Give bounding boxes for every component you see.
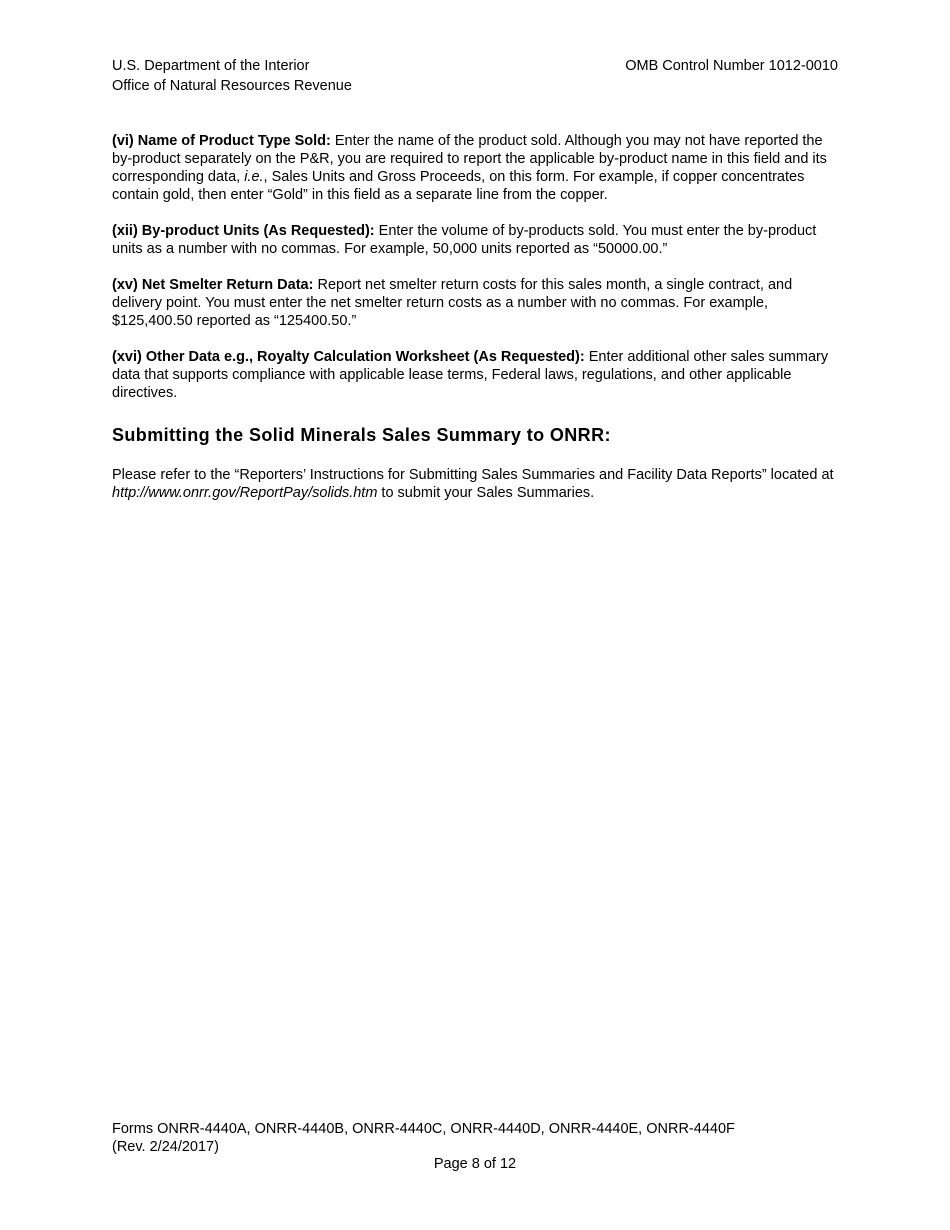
paragraph-text: Please refer to the “Reporters’ Instructions for Submitting Sales Summaries and Facility Data Reports” located at: [112, 467, 834, 483]
paragraph-text: Enter the name of the product sold. Although you may not have reported the by-product separately on the P&R, you are required to report the applicable by-product name in this field and its corresponding data,: [112, 133, 827, 185]
paragraph-product-type: [112, 132, 842, 204]
paragraph-text: Enter the volume of by-products sold. You must enter the by-product units as a number with no commas. For example, 50,000 units reported as “50000.00.”: [112, 223, 817, 257]
page-header-left: [112, 56, 352, 96]
paragraph-other-data: [112, 348, 842, 402]
paragraph-label: (xv) Net Smelter Return Data:: [112, 277, 314, 293]
paragraph-text: Report net smelter return costs for this sales month, a single contract, and delivery point. You must enter the net smelter return costs as a number with no commas. For example, $125,400.50 reported as “125400.50.”: [112, 277, 793, 329]
department-name: U.S. Department of the Interior: [112, 58, 310, 74]
onrr-solids-link[interactable]: http://www.onrr.gov/ReportPay/solids.htm: [112, 485, 378, 501]
paragraph-text: to submit your Sales Summaries.: [377, 485, 595, 501]
paragraph-label: (xii) By-product Units (As Requested):: [112, 223, 375, 239]
paragraph-submit-instructions: [112, 466, 842, 502]
forms-list: Forms ONRR-4440A, ONRR-4440B, ONRR-4440C, ONRR-4440D, ONRR-4440E, ONRR-4440F: [112, 1121, 735, 1137]
paragraph-text: , Sales Units and Gross Proceeds, on this form. For example, if copper concentrates contain gold, then enter “Gold” in this field as a separate line from the copper.: [112, 169, 805, 203]
paragraph-byproduct-units: [112, 222, 842, 258]
paragraph-text: Enter additional other sales summary data that supports compliance with applicable lease terms, Federal laws, regulations, and other applicable directives.: [112, 349, 829, 401]
document-body: [112, 132, 842, 520]
page-footer: [112, 1120, 842, 1156]
revision-date: (Rev. 2/24/2017): [112, 1139, 219, 1155]
italic-text: i.e.: [244, 169, 264, 185]
omb-control-number: OMB Control Number 1012-0010: [625, 58, 838, 74]
paragraph-label: (vi) Name of Product Type Sold:: [112, 133, 331, 149]
paragraph-label: (xvi) Other Data e.g., Royalty Calculation Worksheet (As Requested):: [112, 349, 585, 365]
office-name: Office of Natural Resources Revenue: [112, 78, 352, 94]
page-number: Page 8 of 12: [433, 1156, 517, 1172]
paragraph-net-smelter: [112, 276, 842, 330]
section-heading-submitting: Submitting the Solid Minerals Sales Summary to ONRR:: [112, 425, 611, 445]
